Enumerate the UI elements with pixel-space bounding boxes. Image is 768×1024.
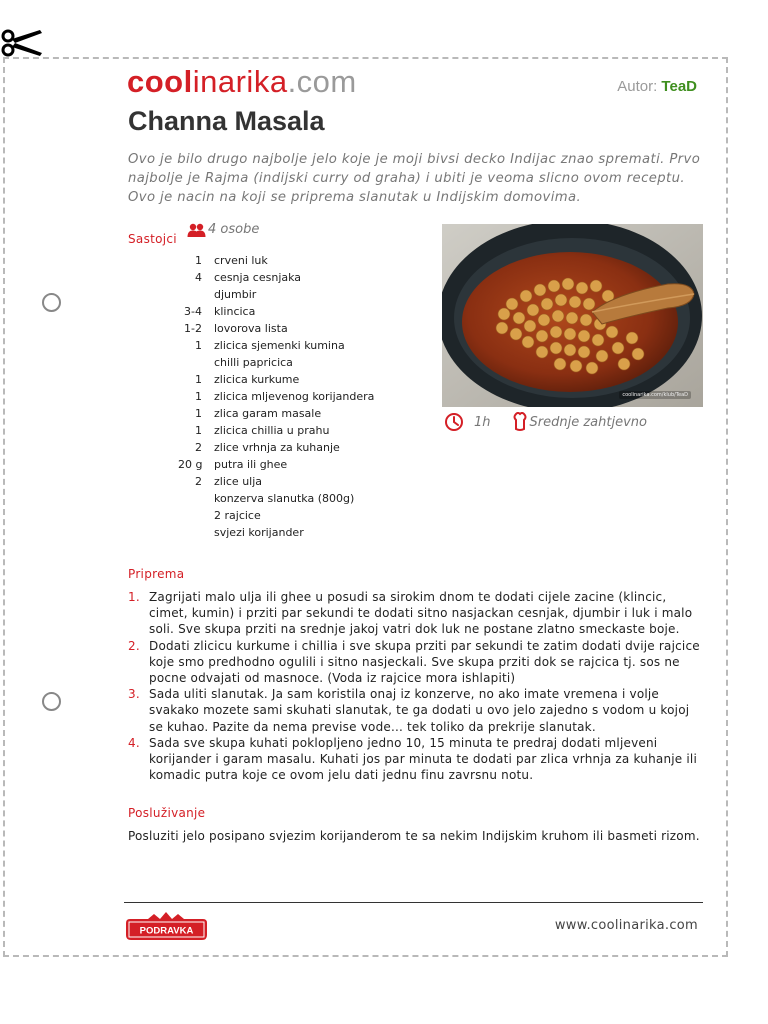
ingredient-row: [178, 286, 374, 303]
ingredient-row: [178, 371, 374, 388]
preparation-step: [128, 686, 703, 735]
step-text: Dodati zlicicu kurkume i chillia i sve skupa prziti par sekundi te zatim dodati dvije rajcice koje smo predhodno ogulili i sitno nasjeckali. Sve skupa prziti dok se rajcica tj. sos ne pocne odvajati od masnoce. (Voda iz rajcice mora ishlapiti): [149, 638, 700, 686]
ingredient-row: [178, 388, 374, 405]
ingredient-name: 2 rajcice: [214, 509, 261, 522]
author-label: Autor:: [617, 78, 658, 95]
podravka-logo[interactable]: [126, 910, 207, 942]
scissors-icon: [0, 26, 44, 60]
ingredient-row: [178, 252, 374, 269]
recipe-photo: [442, 224, 703, 407]
logo-part-domain: .com: [287, 64, 357, 99]
punch-hole-top: [42, 293, 61, 312]
preparation-step: [128, 638, 703, 687]
ingredient-quantity: 1: [195, 390, 202, 403]
ingredient-quantity: 3-4: [184, 305, 202, 318]
step-number: 2.: [128, 638, 140, 653]
ingredient-row: [178, 473, 374, 490]
ingredient-quantity: 1: [195, 424, 202, 437]
ingredient-quantity: 20 g: [178, 458, 203, 471]
ingredient-quantity: [178, 490, 214, 507]
servings: [187, 222, 259, 237]
podravka-wordmark: PODRAVKA: [139, 925, 194, 937]
ingredient-quantity: [178, 524, 214, 541]
step-text: Zagrijati malo ulja ili ghee u posudi sa sirokim dnom te dodati cijele zacine (klincic, cimet, kumin) i prziti par sekundi te dodati sitno nasjackan cesnjak, djumbir i luk i malo soli. Sve skupa prziti na srednje jakoj vatri dok luk ne postane zlatno smeckaste boje.: [149, 590, 693, 637]
ingredient-quantity: 1-2: [184, 322, 202, 335]
ingredient-name: chilli papricica: [214, 356, 293, 369]
difficulty: Srednje zahtjevno: [529, 414, 647, 430]
ingredient-name: zlicica chillia u prahu: [214, 424, 330, 437]
recipe-intro: Ovo je bilo drugo najbolje jelo koje je moji bivsi decko Indijac znao spremati. Prvo najbolje je Rajma (indijski curry od graha) i ubiti je veoma slicno ovom receptu. Ovo je nacin na koji se priprema slanutak u Indijskim domovima.: [128, 152, 701, 205]
ingredient-row: [178, 422, 374, 439]
logo-part-inarika: inarika: [192, 64, 288, 99]
punch-hole-bottom: [42, 692, 61, 711]
ingredient-row: [178, 354, 374, 371]
ingredient-row: [178, 490, 374, 507]
ingredient-row: [178, 303, 374, 320]
ingredient-row: [178, 320, 374, 337]
servings-text: 4 osobe: [208, 222, 260, 237]
step-number: 1.: [128, 590, 140, 604]
ingredient-name: klincica: [214, 305, 256, 318]
ingredient-quantity: [178, 286, 214, 303]
people-icon: [187, 223, 207, 237]
ingredients-list: [178, 252, 374, 541]
ingredient-row: [178, 507, 374, 524]
ingredient-name: zlice ulja: [214, 475, 263, 488]
author: [617, 78, 697, 95]
ingredient-quantity: 1: [195, 407, 202, 420]
footer-divider: [124, 902, 703, 903]
preparation-steps: [128, 589, 703, 783]
ingredient-name: djumbir: [214, 288, 257, 301]
cook-time: 1h: [474, 414, 491, 430]
ingredient-name: lovorova lista: [214, 322, 288, 335]
ingredient-row: [178, 524, 374, 541]
ingredient-name: zlicica sjemenki kumina: [214, 339, 345, 352]
ingredient-name: konzerva slanutka (800g): [214, 492, 355, 505]
step-number: 4.: [128, 735, 140, 750]
ingredient-name: cesnja cesnjaka: [214, 271, 302, 284]
chef-hat-icon: [513, 412, 527, 432]
ingredient-row: [178, 439, 374, 456]
ingredient-row: [178, 456, 374, 473]
ingredient-quantity: [178, 354, 214, 371]
photo-caption: coolinarika.com/klub/TeaD: [619, 391, 691, 399]
step-text: Sada sve skupa kuhati poklopljeno jedno 10, 15 minuta te predraj dodati mljeveni korijander i garam masalu. Kuhati jos par minuta te dodati par zlica vrhnja za kuhanje ili komadic putra koje ce ovom jelu dati jednu finu zavrsnu notu.: [149, 735, 697, 783]
site-url[interactable]: www.coolinarika.com: [554, 918, 698, 933]
ingredient-name: crveni luk: [214, 254, 268, 267]
preparation-step: [128, 735, 703, 784]
logo-part-cool: cool: [127, 64, 193, 99]
ingredient-name: svjezi korijander: [214, 526, 304, 539]
ingredients-heading: Sastojci: [128, 232, 177, 246]
recipe-title: Channa Masala: [128, 106, 325, 136]
ingredient-quantity: 2: [195, 441, 202, 454]
ingredient-name: putra ili ghee: [214, 458, 288, 471]
preparation-step: [128, 589, 703, 638]
ingredient-quantity: [178, 507, 214, 524]
coolinarika-logo[interactable]: [127, 64, 357, 100]
ingredient-row: [178, 269, 374, 286]
ingredient-name: zlicica mljevenog korijandera: [214, 390, 375, 403]
ingredient-quantity: 2: [195, 475, 202, 488]
ingredient-quantity: 1: [195, 254, 202, 267]
ingredient-row: [178, 337, 374, 354]
ingredient-row: [178, 405, 374, 422]
serving-heading: Posluživanje: [128, 806, 206, 820]
author-name[interactable]: TeaD: [661, 78, 697, 95]
step-text: Sada uliti slanutak. Ja sam koristila onaj iz konzerve, no ako imate vremena i volje svakako mozete sami skuhati slanutak, te ga dodati u ovo jelo zajedno s vodom u kojoj se kuhao. Pazite da nema previse vode... tek toliko da prekrije slanutak.: [149, 687, 690, 734]
ingredient-quantity: 1: [195, 373, 202, 386]
ingredient-name: zlica garam masale: [214, 407, 322, 420]
ingredient-name: zlice vrhnja za kuhanje: [214, 441, 340, 454]
ingredient-name: zlicica kurkume: [214, 373, 300, 386]
preparation-heading: Priprema: [128, 567, 185, 581]
step-number: 3.: [128, 687, 140, 702]
clock-icon: [444, 412, 464, 432]
recipe-meta: [444, 412, 647, 432]
serving-text: Posluziti jelo posipano svjezim korijanderom te sa nekim Indijskim kruhom ili basmeti rizom.: [128, 829, 700, 843]
ingredient-quantity: 1: [195, 339, 202, 352]
ingredient-quantity: 4: [195, 271, 202, 284]
